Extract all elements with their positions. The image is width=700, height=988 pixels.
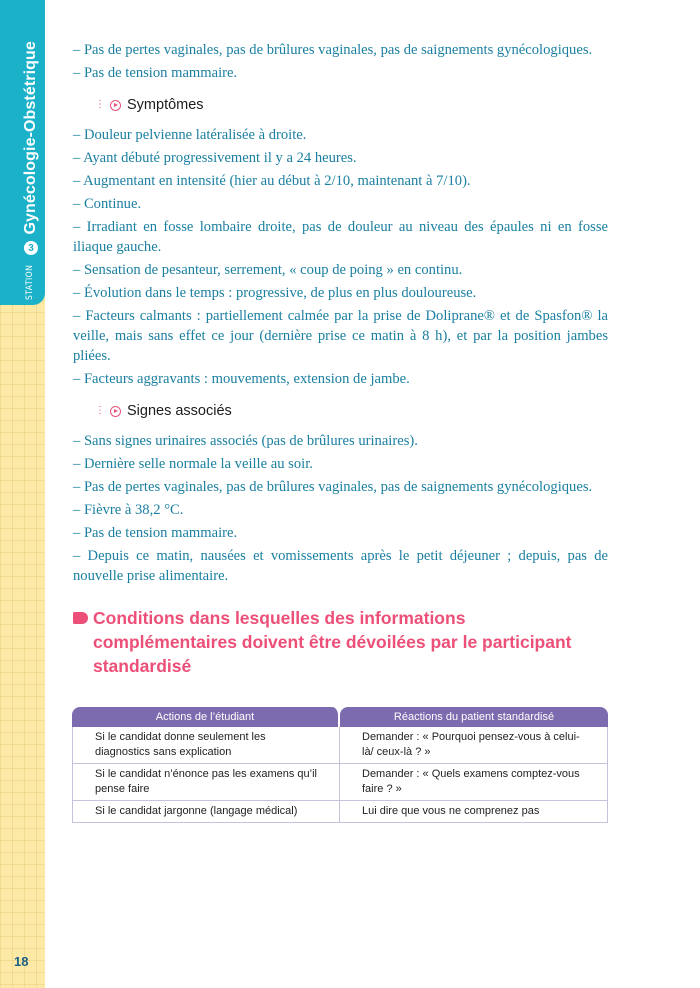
sign-line: – Sans signes urinaires associés (pas de brûlures urinaires). xyxy=(73,433,418,449)
station-word: STATION xyxy=(25,264,35,300)
table-cell-reaction: Demander : « Quels examens comptez-vous faire ? » xyxy=(340,764,608,801)
page-number: 18 xyxy=(14,954,29,969)
intro-line: – Pas de tension mammaire. xyxy=(73,65,238,81)
subheading-label: Signes associés xyxy=(127,403,232,419)
play-circle-icon xyxy=(110,406,121,417)
station-label xyxy=(22,41,40,300)
symptom-line: – Douleur pelvienne latéralisée à droite. xyxy=(73,127,307,143)
table-cell-action: Si le candidat jargonne (langage médical) xyxy=(72,801,340,823)
sign-line: – Dernière selle normale la veille au soir. xyxy=(73,456,313,472)
sign-line: – Pas de tension mammaire. xyxy=(73,525,238,541)
conditions-table xyxy=(72,707,608,823)
dotted-marker-icon: ⋮ xyxy=(95,99,104,110)
symptom-line: – Continue. xyxy=(73,196,142,212)
subheading-symptomes xyxy=(95,97,608,113)
table-row xyxy=(72,764,608,801)
symptom-line: – Irradiant en fosse lombaire droite, pas de douleur au niveau des épaules ni en fosse iliaque gauche. xyxy=(73,219,608,255)
station-title: Gynécologie-Obstétrique xyxy=(22,41,39,235)
intro-line: – Pas de pertes vaginales, pas de brûlures vaginales, pas de saignements gynécologiques. xyxy=(73,42,593,58)
table-header-row xyxy=(72,707,608,727)
main-content xyxy=(73,40,608,678)
table-cell-reaction: Demander : « Pourquoi pensez-vous à celui-là/ ceux-là ? » xyxy=(340,727,608,764)
column-header-actions: Actions de l’étudiant xyxy=(72,707,340,727)
symptom-line: – Facteurs aggravants : mouvements, extension de jambe. xyxy=(73,371,410,387)
symptom-line: – Facteurs calmants : partiellement calmée par la prise de Doliprane® et de Spasfon® la veille, mais sans effet ce jour (dernière prise ce matin à 8 h), et par la position jambes pliées. xyxy=(73,308,608,364)
section-title-conditions xyxy=(73,606,608,678)
subheading-signes-associes xyxy=(95,403,608,419)
table-cell-reaction: Lui dire que vous ne comprenez pas xyxy=(340,801,608,823)
table-cell-action: Si le candidat n’énonce pas les examens qu’il pense faire xyxy=(72,764,340,801)
symptom-line: – Sensation de pesanteur, serrement, « coup de poing » en continu. xyxy=(73,262,463,278)
table-cell-action: Si le candidat donne seulement les diagnostics sans explication xyxy=(72,727,340,764)
column-header-reactions: Réactions du patient standardisé xyxy=(340,707,608,727)
subheading-label: Symptômes xyxy=(127,97,204,113)
symptom-line: – Ayant débuté progressivement il y a 24 heures. xyxy=(73,150,357,166)
sign-line: – Depuis ce matin, nausées et vomissements après le petit déjeuner ; depuis, pas de nouvelle prise alimentaire. xyxy=(73,548,608,584)
table-row xyxy=(72,727,608,764)
table-row xyxy=(72,801,608,823)
section-bullet-icon xyxy=(73,612,88,624)
play-circle-icon xyxy=(110,100,121,111)
section-title-text: Conditions dans lesquelles des informations complémentaires doivent être dévoilées par le participant standardisé xyxy=(93,608,572,676)
symptom-line: – Évolution dans le temps : progressive, de plus en plus douloureuse. xyxy=(73,285,477,301)
symptom-line: – Augmentant en intensité (hier au début à 2/10, maintenant à 7/10). xyxy=(73,173,471,189)
station-number-badge: 3 xyxy=(24,241,38,255)
dotted-marker-icon: ⋮ xyxy=(95,405,104,416)
sign-line: – Pas de pertes vaginales, pas de brûlures vaginales, pas de saignements gynécologiques. xyxy=(73,479,593,495)
sign-line: – Fièvre à 38,2 °C. xyxy=(73,502,184,518)
